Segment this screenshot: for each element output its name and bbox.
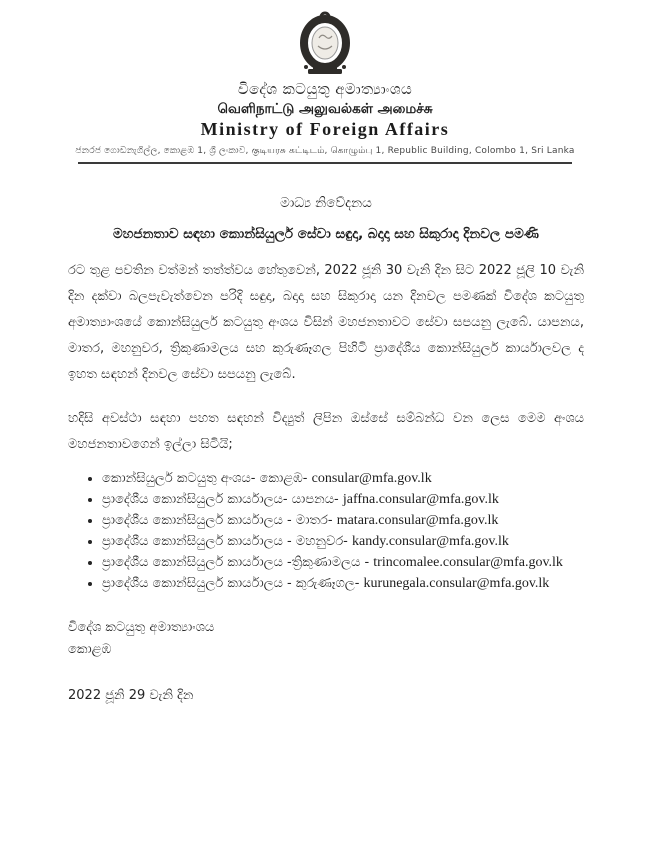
signature-block [68, 617, 584, 661]
ministry-name-tamil: வெளிநாட்டு அலுவல்கள் அமைச்சு [217, 101, 433, 117]
contact-label: ප්‍රාදේශීය කොන්සියුලර් කාර්යාලය - කුරුණෑගල- [102, 576, 364, 591]
contact-email-list [84, 472, 584, 591]
list-item-trincomalee [102, 556, 584, 570]
signature-city: කොළඹ [68, 642, 112, 657]
list-item-jaffna [102, 493, 584, 507]
date-line: 2022 ජූනි 29 වැනි දින [68, 688, 194, 703]
paragraph-emergency-contact: හදිසි අවස්ථා සඳහා පහත සඳහන් විද්‍යුත් ලිපින ඔස්සේ සම්බන්ධ වන ලෙස මෙම අංශය මහජනතාවගෙන් ඉල්ලා සිටියි; [68, 411, 584, 452]
sri-lanka-emblem-icon [296, 10, 354, 76]
document-body [0, 195, 650, 703]
paragraph-service-schedule: රට තුළ පවතින වත්මන් තත්ත්වය හේතුවෙන්, 2022 ජූනි 30 වැනි දින සිට 2022 ජූලි 10 වැනි දින දක්වා බලපැවැත්වෙන පරිදි සඳුදා, බදාදා සහ සිකුරාදා යන දිනවල පමණක් විදේශ කටයුතු අමාත්‍යාංශයේ කොන්සියුලර් කටයුතු අංශය විසින් මහජනතාවට සේවා සපයනු ලැබේ. යාපනය, මාතර, මහනුවර, ත්‍රිකුණාමලය සහ කුරුණෑගල පිහිටි ප්‍රාදේශීය කොන්සියුලර් කාර්යාලවල ද ඉහත සඳහන් දිනවල සේවා සපයනු ලැබේ. [68, 263, 584, 382]
document-type-heading: මාධ්‍ය නිවේදනය [280, 195, 372, 211]
contact-email: kandy.consular@mfa.gov.lk [352, 534, 509, 549]
contact-label: ප්‍රාදේශීය කොන්සියුලර් කාර්යාලය -ත්‍රිකුණාමලය - [102, 555, 374, 570]
contact-email: kurunegala.consular@mfa.gov.lk [363, 576, 550, 591]
list-item-kurunegala [102, 577, 584, 591]
contact-label: ප්‍රාදේශීය කොන්සියුලර් කාර්යාලය - මහනුවර- [102, 534, 353, 549]
header-divider [78, 162, 572, 164]
contact-label: කොන්සියුලර් කටයුතු අංශය- කොළඹ- [102, 471, 312, 486]
contact-email: jaffna.consular@mfa.gov.lk [342, 492, 499, 507]
list-item-colombo [102, 472, 584, 486]
signature-ministry: විදේශ කටයුතු අමාත්‍යාංශය [68, 620, 215, 635]
contact-label: ප්‍රාදේශීය කොන්සියුලර් කාර්යාලය- යාපනය- [102, 492, 343, 507]
list-item-kandy [102, 535, 584, 549]
contact-label: ප්‍රාදේශීය කොන්සියුලර් කාර්යාලය - මාතර- [102, 513, 337, 528]
contact-email: trincomalee.consular@mfa.gov.lk [373, 555, 563, 570]
document-title: මහජනතාව සඳහා කොන්සියුලර් සේවා සඳුදා, බදාදා සහ සිකුරාදා දිනවල පමණි [113, 226, 539, 242]
ministry-name-sinhala: විදේශ කටයුතු අමාත්‍යාංශය [237, 80, 413, 98]
contact-email: matara.consular@mfa.gov.lk [336, 513, 499, 528]
letterhead [0, 0, 650, 164]
contact-email: consular@mfa.gov.lk [311, 471, 432, 486]
address-line: ජනරජ ගොඩනැගිල්ල, කොළඹ 1, ශ්‍රී ලංකාව, குடியரசு கட்டிடம், கொழும்பு 1, Republic Building, Colombo 1, Sri Lanka [75, 146, 575, 156]
list-item-matara [102, 514, 584, 528]
ministry-name-english: Ministry of Foreign Affairs [200, 119, 450, 139]
